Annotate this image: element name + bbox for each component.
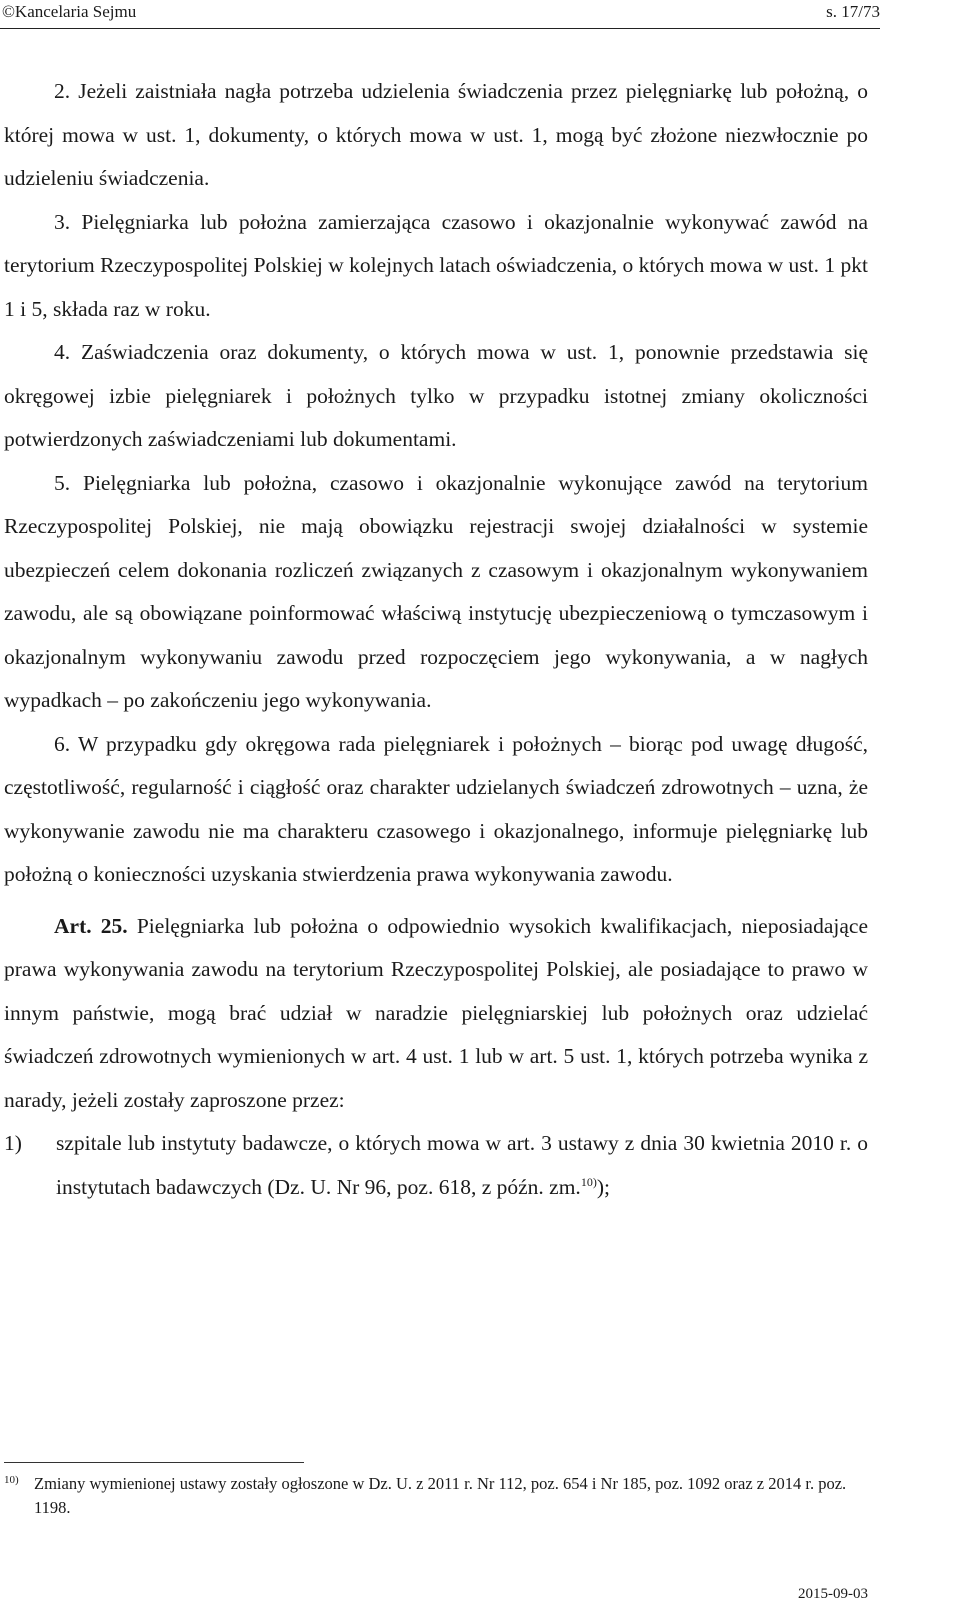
paragraph-3: 3. Pielęgniarka lub położna zamierzająca czasowo i okazjonalnie wykonywać zawód na terytorium Rzeczypospolitej Polskiej w kolejnych latach oświadczenia, o których mowa w ust. 1 pkt 1 i 5, składa raz w roku. [4, 209, 868, 321]
article-25 [4, 905, 868, 1123]
footnote-mark: 10) [4, 1474, 19, 1486]
list-item-number: 1) [4, 1131, 22, 1155]
list-item-end: ); [596, 1174, 610, 1199]
paragraph-4: 4. Zaświadczenia oraz dokumenty, o których mowa w ust. 1, ponownie przedstawia się okręgowej izbie pielęgniarek i położnych tylko w przypadku istotnej zmiany okoliczności potwierdzonych zaświadczeniami lub dokumentami. [4, 340, 868, 451]
paragraph-6: 6. W przypadku gdy okręgowa rada pielęgniarek i położnych – biorąc pod uwagę długość, częstotliwość, regularność i ciągłość oraz charakter udzielanych świadczeń zdrowotnych – uzna, że wykonywanie zawodu nie ma charakteru czasowego i okazjonalnego, informuje pielęgniarkę lub położną o konieczności uzyskania stwierdzenia prawa wykonywania zawodu. [4, 731, 868, 886]
header-source: ©Kancelaria Sejmu [2, 2, 137, 21]
paragraph-2: 2. Jeżeli zaistniała nagła potrzeba udzielenia świadczenia przez pielęgniarkę lub położną, o której mowa w ust. 1, dokumenty, o których mowa w ust. 1, mogą być złożone niezwłocznie po udzieleniu świadczenia. [4, 79, 868, 190]
footer-date: 2015-09-03 [798, 1586, 868, 1602]
footnote-text: Zmiany wymienionej ustawy zostały ogłoszone w Dz. U. z 2011 r. Nr 112, poz. 654 i Nr 185, poz. 1092 oraz z 2014 r. poz. 1198. [34, 1474, 847, 1517]
page-number: s. 17/73 [826, 2, 880, 21]
footnote-reference[interactable]: 10) [580, 1174, 597, 1189]
footnote [4, 1472, 868, 1520]
article-label: Art. 25. [54, 913, 128, 938]
list-item-text: szpitale lub instytuty badawcze, o których mowa w art. 3 ustawy z dnia 30 kwietnia 2010 r. o instytutach badawczych (Dz. U. Nr 96, poz. 618, z późn. zm. [56, 1131, 868, 1199]
article-text: Pielęgniarka lub położna o odpowiednio wysokich kwalifikacjach, nieposiadające prawa wykonywania zawodu na terytorium Rzeczypospolitej Polskiej, ale posiadające to prawo w innym państwie, mogą brać udział w naradzie pielęgniarskiej lub położnych oraz udzielać świadczeń zdrowotnych wymienionych w art. 4 ust. 1 lub w art. 5 ust. 1, których potrzeba wynika z narady, jeżeli zostały zaproszone przez: [4, 913, 868, 1112]
document-body [4, 70, 868, 1209]
footnote-divider [4, 1462, 304, 1463]
page-header [0, 0, 880, 29]
list-item-1 [4, 1122, 868, 1209]
paragraph-5: 5. Pielęgniarka lub położna, czasowo i okazjonalnie wykonujące zawód na terytorium Rzeczypospolitej Polskiej, nie mają obowiązku rejestracji swojej działalności w systemie ubezpieczeń celem dokonania rozliczeń związanych z czasowym i okazjonalnym wykonywaniem zawodu, ale są obowiązane poinformować właściwą instytucję ubezpieczeniową o tymczasowym i okazjonalnym wykonywaniu zawodu przed rozpoczęciem jego wykonywania, a w nagłych wypadkach – po zakończeniu jego wykonywania. [4, 470, 868, 712]
